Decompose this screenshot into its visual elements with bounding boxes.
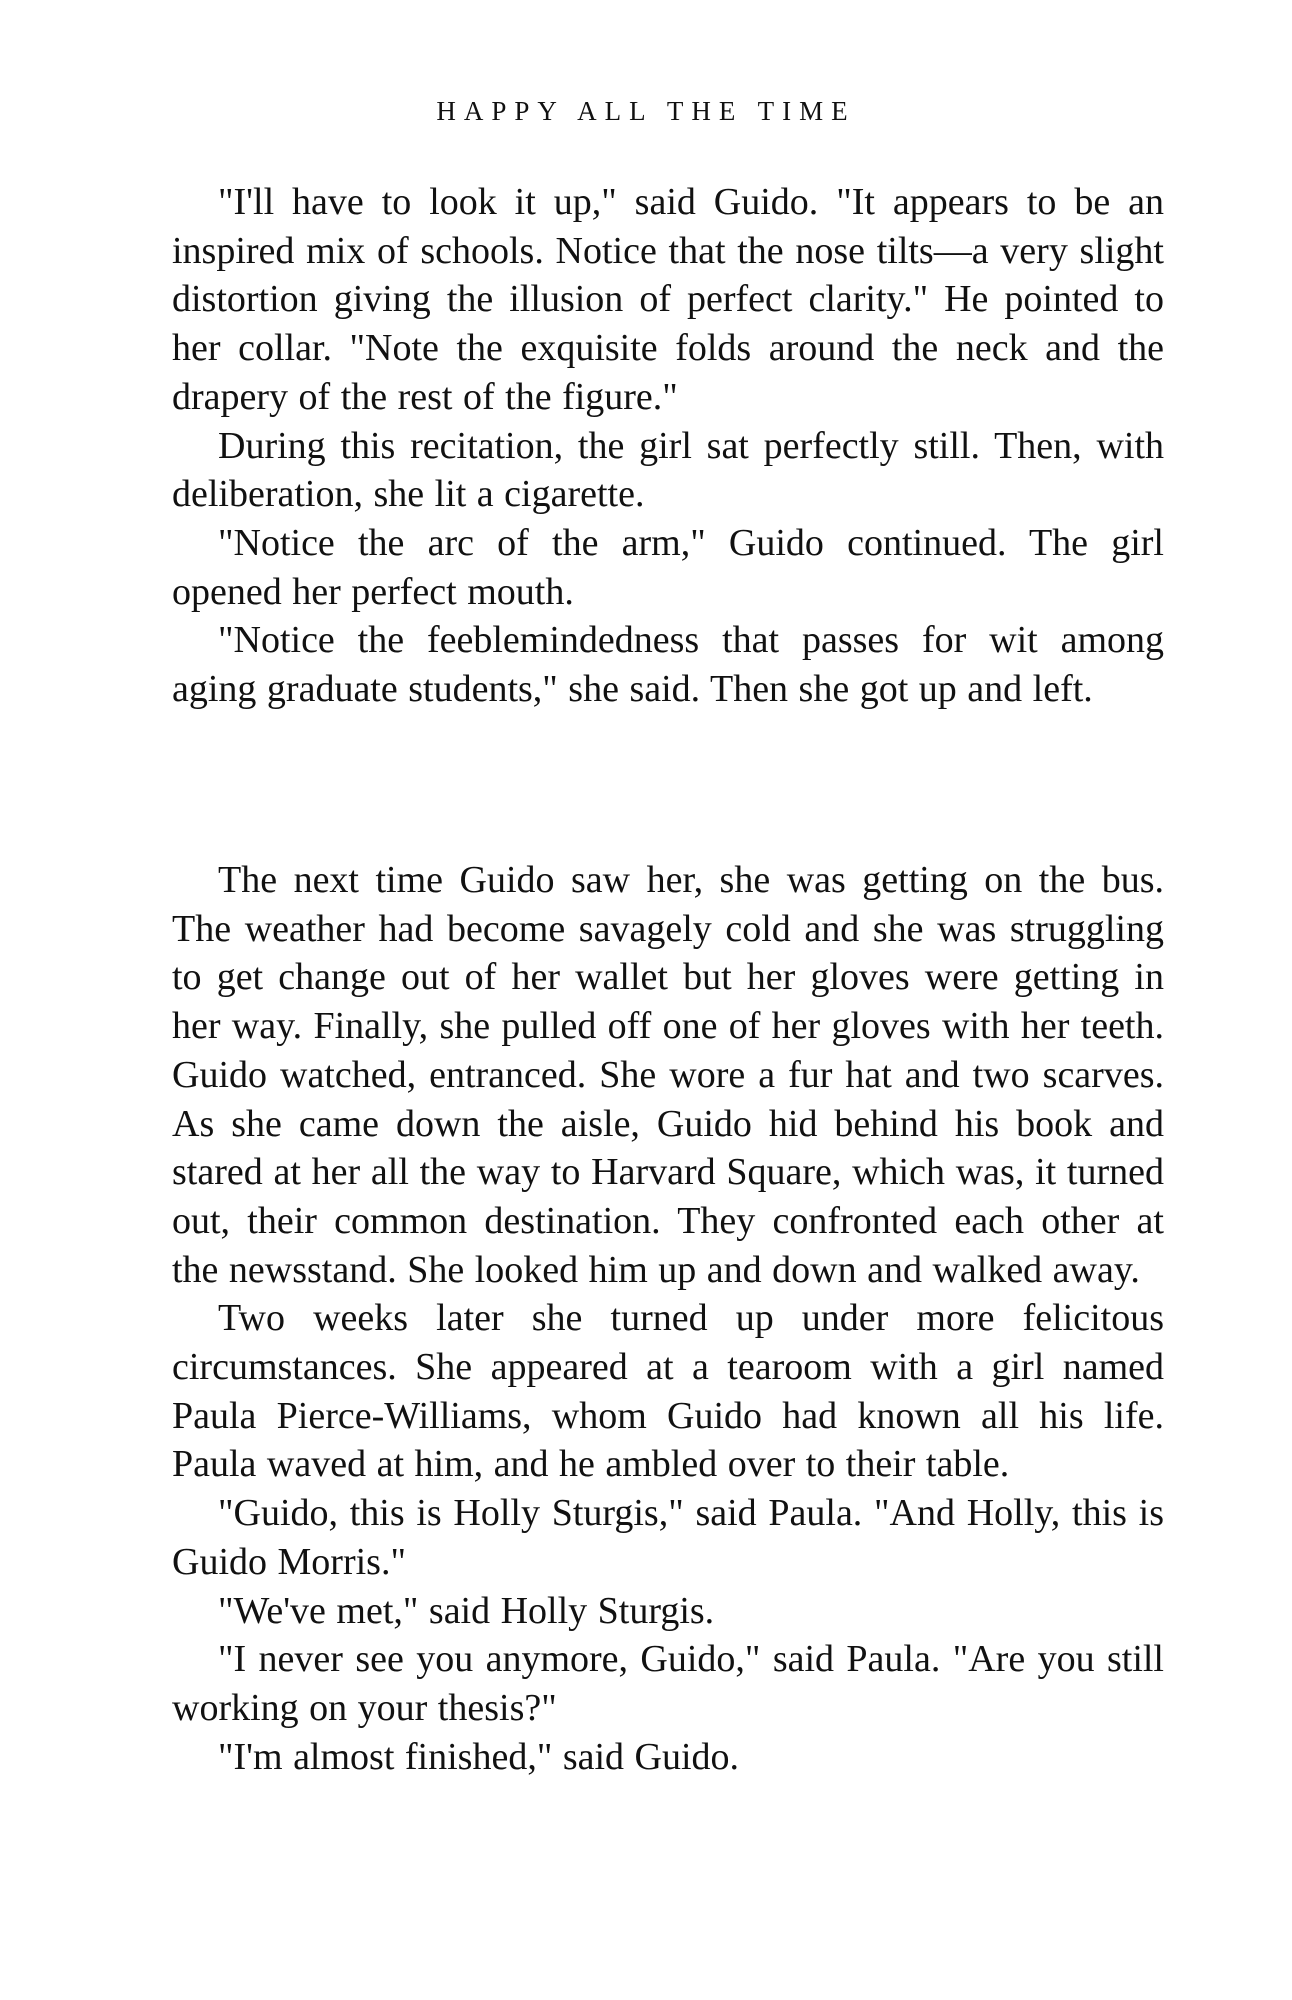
paragraph: Two weeks later she turned up under more felicitous circumstances. She appeared at a tearoom with a girl named Paula Pierce-Williams, whom Guido had known all his life. Paula waved at him, and he ambled over to their table. [172, 1297, 1164, 1486]
paragraph: "Guido, this is Holly Sturgis," said Paula. "And Holly, this is Guido Morris." [172, 1492, 1164, 1583]
paragraph: "I'm almost finished," said Guido. [218, 1735, 740, 1778]
paragraph: "Notice the feeblemindedness that passes for wit among aging graduate students," she said. Then she got up and left. [172, 619, 1164, 711]
text-section-one [172, 178, 1164, 714]
running-head: HAPPY ALL THE TIME [436, 96, 856, 126]
paragraph: The next time Guido saw her, she was getting on the bus. The weather had become savagely cold and she was struggling to get change out of her wallet but her gloves were getting in her way. Finally, she pulled off one of her gloves with her teeth. Guido watched, entranced. She wore a fur hat and two scarves. As she came down the aisle, Guido hid behind his book and stared at her all the way to Harvard Square, which was, it turned out, their common destination. They confronted each other at the newsstand. She looked him up and down and walked away. [172, 859, 1164, 1291]
paragraph: "I never see you anymore, Guido," said Paula. "Are you still working on your thesis?" [172, 1638, 1164, 1729]
paragraph: During this recitation, the girl sat perfectly still. Then, with deliberation, she lit a cigarette. [172, 424, 1164, 516]
paragraph: "I'll have to look it up," said Guido. "It appears to be an inspired mix of schools. Notice that the nose tilts—a very slight distortion giving the illusion of perfect clarity." He pointed to her collar. "Note the exquisite folds around the neck and the drapery of the rest of the figure." [172, 181, 1164, 418]
paragraph: "We've met," said Holly Sturgis. [218, 1589, 715, 1632]
text-section-two [172, 856, 1164, 1781]
paragraph: "Notice the arc of the arm," Guido continued. The girl opened her perfect mouth. [172, 521, 1164, 613]
